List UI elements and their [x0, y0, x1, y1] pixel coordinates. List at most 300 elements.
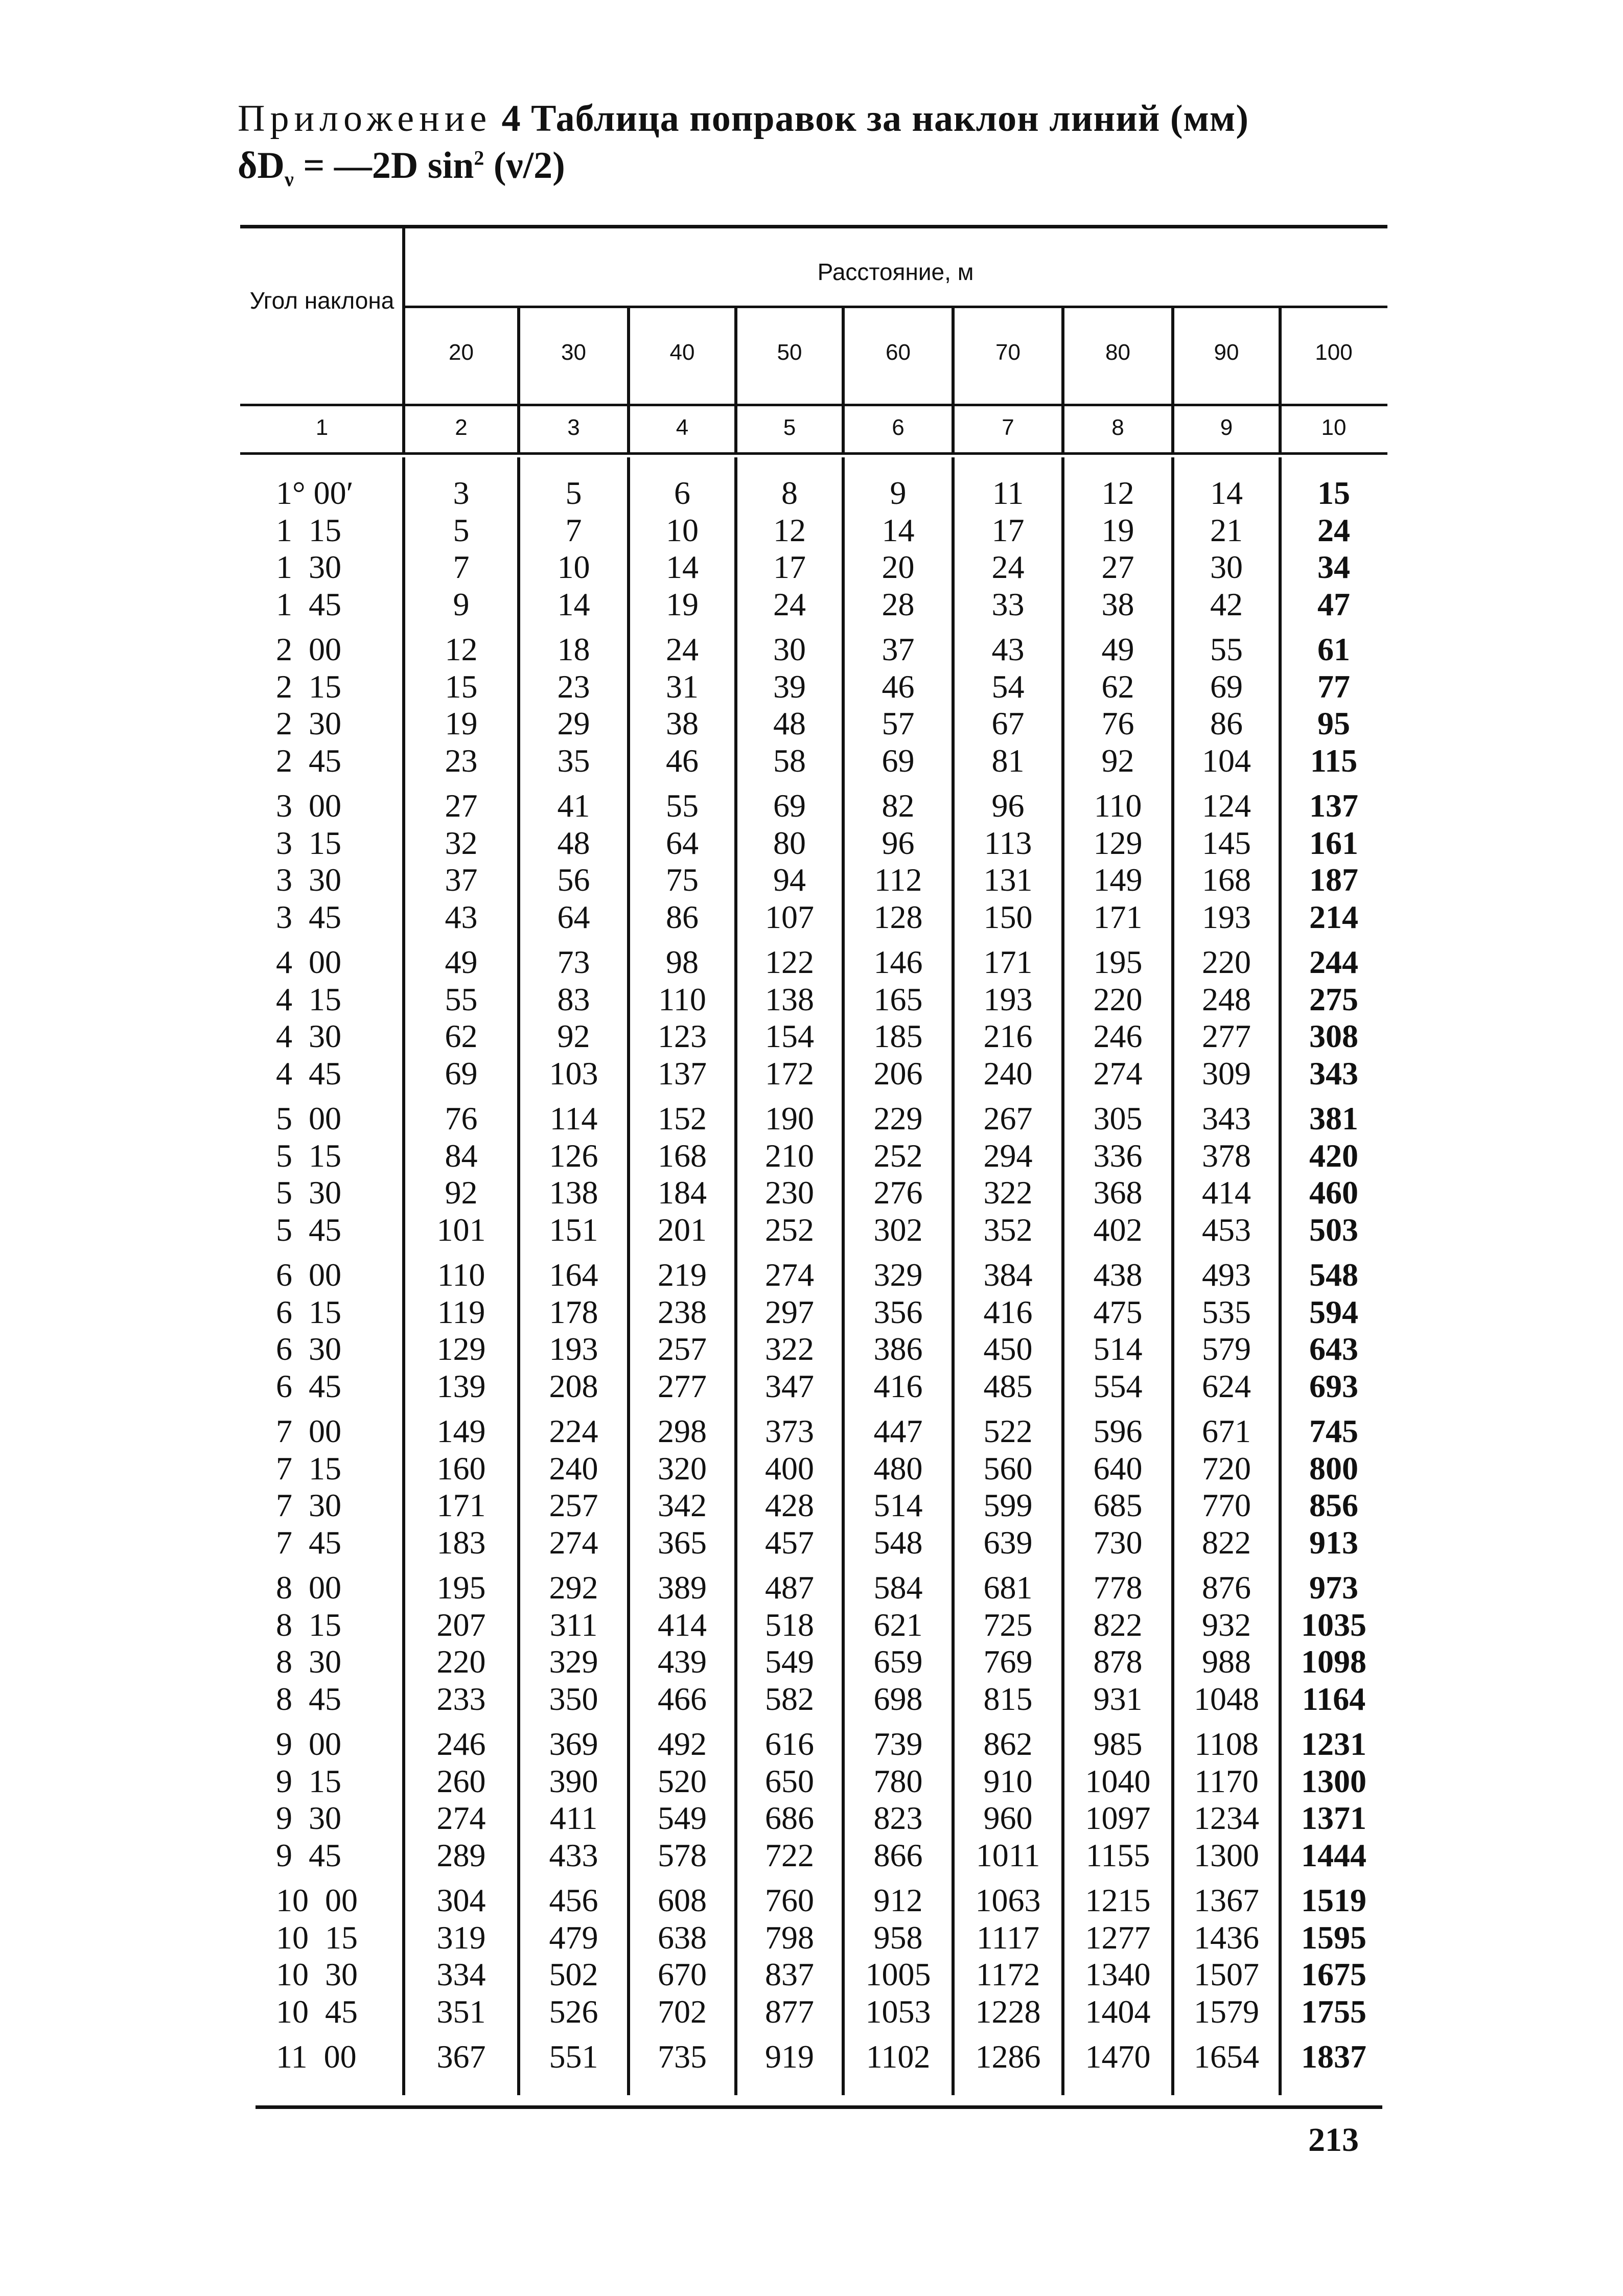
- table-cell: 46: [882, 668, 915, 705]
- table-cell: 769: [983, 1643, 1033, 1680]
- table-cell: 1367: [1194, 1882, 1259, 1918]
- table-cell: 475: [1093, 1293, 1143, 1330]
- table-cell: 34: [1317, 549, 1350, 585]
- table-cell: 252: [765, 1211, 814, 1248]
- table-cell: 244: [1309, 944, 1358, 980]
- table-cell: 92: [445, 1174, 478, 1211]
- table-cell: 720: [1202, 1450, 1251, 1487]
- table-cell: 1155: [1085, 1837, 1150, 1873]
- table-cell: 698: [873, 1680, 923, 1717]
- table-cell: 246: [1093, 1018, 1143, 1054]
- table-cell: 1286: [975, 2038, 1041, 2075]
- table-cell: 171: [436, 1487, 486, 1523]
- table-cell: 1444: [1301, 1837, 1366, 1873]
- table-cell: 129: [436, 1331, 486, 1367]
- table-cell: 1300: [1194, 1837, 1259, 1873]
- table-cell: 168: [658, 1137, 707, 1174]
- table-cell: 343: [1202, 1100, 1251, 1137]
- table-cell: 302: [873, 1211, 923, 1248]
- table-row-angle: 6 30: [276, 1331, 341, 1367]
- table-cell: 104: [1202, 742, 1251, 779]
- table-cell: 1098: [1301, 1643, 1366, 1680]
- table-cell: 297: [765, 1293, 814, 1330]
- formula-sup: 2: [474, 146, 484, 170]
- table-cell: 681: [983, 1569, 1033, 1606]
- table-cell: 1228: [975, 1993, 1041, 2030]
- formula: [238, 144, 565, 191]
- table-cell: 390: [549, 1762, 598, 1799]
- table-cell: 17: [991, 512, 1025, 548]
- table-cell: 14: [882, 512, 915, 548]
- table-cell: 988: [1202, 1643, 1251, 1680]
- table-cell: 28: [882, 586, 915, 622]
- table-cell: 161: [1309, 824, 1358, 861]
- table-cell: 81: [991, 742, 1025, 779]
- table-cell: 57: [882, 705, 915, 741]
- table-cell: 1234: [1194, 1800, 1259, 1836]
- table-cell: 277: [658, 1367, 707, 1404]
- table-cell: 400: [765, 1450, 814, 1487]
- table-cell: 745: [1309, 1413, 1358, 1449]
- table-cell: 433: [549, 1837, 598, 1873]
- table-cell: 240: [549, 1450, 598, 1487]
- table-cell: 137: [1309, 787, 1358, 824]
- table-cell: 822: [1093, 1606, 1143, 1643]
- table-cell: 638: [658, 1919, 707, 1956]
- table-cell: 123: [658, 1018, 707, 1054]
- table-cell: 428: [765, 1487, 814, 1523]
- angle-column-header: Угол наклона: [249, 287, 395, 314]
- table-cell: 402: [1093, 1211, 1143, 1248]
- table-cell: 815: [983, 1680, 1033, 1717]
- table-cell: 168: [1202, 862, 1251, 898]
- table-row-angle: 11 00: [276, 2038, 357, 2075]
- table-cell: 149: [436, 1413, 486, 1449]
- table-cell: 10: [666, 512, 699, 548]
- table-cell: 171: [983, 944, 1033, 980]
- column-number-cell: 10: [1321, 415, 1347, 440]
- table-cell: 334: [436, 1956, 486, 1992]
- table-cell: 12: [1101, 475, 1134, 511]
- table-cell: 257: [658, 1331, 707, 1367]
- table-cell: 329: [549, 1643, 598, 1680]
- table-cell: 1277: [1085, 1919, 1151, 1956]
- table-cell: 48: [557, 824, 590, 861]
- table-cell: 76: [445, 1100, 478, 1137]
- table-cell: 958: [873, 1919, 923, 1956]
- table-cell: 308: [1309, 1018, 1358, 1054]
- table-cell: 1231: [1301, 1726, 1366, 1762]
- table-cell: 195: [436, 1569, 486, 1606]
- table-cell: 616: [765, 1726, 814, 1762]
- table-cell: 154: [765, 1018, 814, 1054]
- table-cell: 730: [1093, 1524, 1143, 1561]
- table-row-angle: 10 30: [276, 1956, 358, 1992]
- table-cell: 289: [436, 1837, 486, 1873]
- column-number-cell: 4: [676, 415, 689, 440]
- table-row-angle: 8 45: [276, 1680, 341, 1717]
- distance-header-rule: [404, 306, 1387, 308]
- table-cell: 292: [549, 1569, 598, 1606]
- table-cell: 578: [658, 1837, 707, 1873]
- table-cell: 77: [1317, 668, 1350, 705]
- table-cell: 535: [1202, 1293, 1251, 1330]
- page-number: 213: [1308, 2121, 1359, 2159]
- table-cell: 139: [436, 1367, 486, 1404]
- table-cell: 447: [873, 1413, 923, 1449]
- table-cell: 21: [1210, 512, 1243, 548]
- table-cell: 450: [983, 1331, 1033, 1367]
- table-row-angle: 9 30: [276, 1800, 341, 1836]
- table-cell: 56: [557, 862, 590, 898]
- table-cell: 160: [436, 1450, 486, 1487]
- table-cell: 416: [983, 1293, 1033, 1330]
- table-cell: 876: [1202, 1569, 1251, 1606]
- header-bottom-rule: [240, 404, 1387, 406]
- table-row-angle: 2 45: [276, 742, 341, 779]
- table-cell: 584: [873, 1569, 923, 1606]
- table-cell: 1063: [975, 1882, 1041, 1918]
- table-cell: 1097: [1085, 1800, 1151, 1836]
- table-cell: 107: [765, 898, 814, 935]
- table-cell: 503: [1309, 1211, 1358, 1248]
- table-cell: 1507: [1194, 1956, 1259, 1992]
- table-cell: 913: [1309, 1524, 1358, 1561]
- table-cell: 55: [666, 787, 699, 824]
- table-cell: 1102: [866, 2038, 931, 2075]
- table-row-angle: 5 15: [276, 1137, 341, 1174]
- table-cell: 96: [991, 787, 1025, 824]
- table-cell: 83: [557, 981, 590, 1017]
- table-cell: 137: [658, 1055, 707, 1092]
- distance-header-cell: 90: [1214, 340, 1239, 365]
- table-cell: 549: [658, 1800, 707, 1836]
- table-cell: 1053: [865, 1993, 931, 2030]
- table-cell: 12: [773, 512, 806, 548]
- table-cell: 823: [873, 1800, 923, 1836]
- table-cell: 164: [549, 1257, 598, 1293]
- table-row-angle: 7 45: [276, 1524, 341, 1561]
- table-cell: 274: [1093, 1055, 1143, 1092]
- table-cell: 1011: [976, 1837, 1040, 1873]
- table-row-angle: 5 00: [276, 1100, 341, 1137]
- table-cell: 67: [991, 705, 1025, 741]
- table-cell: 319: [436, 1919, 486, 1956]
- table-cell: 19: [1101, 512, 1134, 548]
- table-cell: 549: [765, 1643, 814, 1680]
- table-cell: 214: [1309, 898, 1358, 935]
- column-number-cell: 3: [567, 415, 580, 440]
- table-cell: 257: [549, 1487, 598, 1523]
- table-cell: 42: [1210, 586, 1243, 622]
- table-cell: 31: [666, 668, 699, 705]
- table-cell: 457: [765, 1524, 814, 1561]
- table-cell: 29: [557, 705, 590, 741]
- table-cell: 800: [1309, 1450, 1358, 1487]
- table-cell: 138: [765, 981, 814, 1017]
- table-cell: 456: [549, 1882, 598, 1918]
- table-cell: 6: [674, 475, 690, 511]
- table-cell: 276: [873, 1174, 923, 1211]
- table-cell: 725: [983, 1606, 1033, 1643]
- table-cell: 342: [658, 1487, 707, 1523]
- formula-tail: (ν/2): [484, 145, 565, 187]
- table-cell: 178: [549, 1293, 598, 1330]
- table-cell: 92: [1101, 742, 1134, 779]
- table-cell: 1579: [1194, 1993, 1259, 2030]
- table-cell: 252: [873, 1137, 923, 1174]
- table-cell: 131: [983, 862, 1033, 898]
- table-row-angle: 3 15: [276, 824, 341, 861]
- table-cell: 1837: [1301, 2038, 1366, 2075]
- table-cell: 1170: [1194, 1762, 1259, 1799]
- table-cell: 1404: [1085, 1993, 1151, 2030]
- table-cell: 311: [549, 1606, 598, 1643]
- table-cell: 274: [765, 1257, 814, 1293]
- table-cell: 877: [765, 1993, 814, 2030]
- table-cell: 30: [1210, 549, 1243, 585]
- table-cell: 439: [658, 1643, 707, 1680]
- table-cell: 414: [1202, 1174, 1251, 1211]
- table-cell: 1164: [1302, 1680, 1366, 1717]
- table-cell: 485: [983, 1367, 1033, 1404]
- table-cell: 304: [436, 1882, 486, 1918]
- formula-rhs: = —2D sin: [293, 145, 474, 187]
- table-cell: 220: [1093, 981, 1143, 1017]
- table-row-angle: 7 15: [276, 1450, 341, 1487]
- table-cell: 58: [773, 742, 806, 779]
- table-cell: 138: [549, 1174, 598, 1211]
- table-row-angle: 5 30: [276, 1174, 341, 1211]
- table-cell: 145: [1202, 824, 1251, 861]
- table-cell: 294: [983, 1137, 1033, 1174]
- table-cell: 960: [983, 1800, 1033, 1836]
- table-cell: 1595: [1301, 1919, 1366, 1956]
- table-cell: 722: [765, 1837, 814, 1873]
- table-row-angle: 10 15: [276, 1919, 358, 1956]
- table-cell: 520: [658, 1762, 707, 1799]
- table-cell: 309: [1202, 1055, 1251, 1092]
- table-cell: 492: [658, 1726, 707, 1762]
- table-cell: 41: [557, 787, 590, 824]
- table-cell: 487: [765, 1569, 814, 1606]
- table-cell: 39: [773, 668, 806, 705]
- table-cell: 24: [666, 631, 699, 667]
- table-cell: 240: [983, 1055, 1033, 1092]
- table-row-angle: 10 00: [276, 1882, 358, 1918]
- table-cell: 1371: [1301, 1800, 1366, 1836]
- table-cell: 973: [1309, 1569, 1358, 1606]
- table-cell: 84: [445, 1137, 478, 1174]
- table-row-angle: 10 45: [276, 1993, 358, 2030]
- distance-header-cell: 50: [777, 340, 802, 365]
- table-row-angle: 3 00: [276, 787, 341, 824]
- table-cell: 822: [1202, 1524, 1251, 1561]
- table-cell: 356: [873, 1293, 923, 1330]
- table-cell: 193: [1202, 898, 1251, 935]
- table-cell: 554: [1093, 1367, 1143, 1404]
- distance-column-header: Расстояние, м: [817, 259, 974, 285]
- table-cell: 64: [666, 824, 699, 861]
- table-cell: 343: [1309, 1055, 1358, 1092]
- table-row-angle: 1° 00′: [276, 475, 354, 511]
- table-cell: 778: [1093, 1569, 1143, 1606]
- table-row-angle: 8 30: [276, 1643, 341, 1680]
- column-number-rule: [240, 452, 1387, 455]
- table-cell: 54: [991, 668, 1025, 705]
- table-cell: 351: [436, 1993, 486, 2030]
- table-cell: 640: [1093, 1450, 1143, 1487]
- table-cell: 367: [436, 2038, 486, 2075]
- table-row-angle: 8 15: [276, 1606, 341, 1643]
- table-cell: 193: [549, 1331, 598, 1367]
- table-cell: 582: [765, 1680, 814, 1717]
- table-cell: 1300: [1301, 1762, 1366, 1799]
- table-cell: 866: [873, 1837, 923, 1873]
- table-cell: 460: [1309, 1174, 1358, 1211]
- table-cell: 38: [666, 705, 699, 741]
- formula-lhs: δD: [238, 145, 285, 187]
- table-cell: 277: [1202, 1018, 1251, 1054]
- table-cell: 878: [1093, 1643, 1143, 1680]
- table-cell: 274: [436, 1800, 486, 1836]
- table-cell: 659: [873, 1643, 923, 1680]
- table-cell: 219: [658, 1257, 707, 1293]
- table-cell: 526: [549, 1993, 598, 2030]
- table-cell: 12: [445, 631, 478, 667]
- table-cell: 30: [773, 631, 806, 667]
- table-cell: 61: [1317, 631, 1350, 667]
- appendix-number: 4: [501, 98, 521, 140]
- table-row-angle: 7 30: [276, 1487, 341, 1523]
- table-cell: 389: [658, 1569, 707, 1606]
- table-cell: 24: [991, 549, 1025, 585]
- table-row-angle: 9 45: [276, 1837, 341, 1873]
- distance-header-cell: 80: [1105, 340, 1130, 365]
- table-cell: 152: [658, 1100, 707, 1137]
- table-cell: 80: [773, 824, 806, 861]
- table-cell: 69: [1210, 668, 1243, 705]
- table-cell: 110: [658, 981, 706, 1017]
- table-row-angle: 9 00: [276, 1726, 341, 1762]
- table-cell: 1117: [976, 1919, 1040, 1956]
- table-cell: 73: [557, 944, 590, 980]
- table-row-angle: 1 15: [276, 512, 341, 548]
- table-cell: 1436: [1194, 1919, 1259, 1956]
- table-cell: 187: [1309, 862, 1358, 898]
- table-cell: 32: [445, 824, 478, 861]
- table-cell: 298: [658, 1413, 707, 1449]
- table-cell: 1005: [865, 1956, 931, 1992]
- table-cell: 551: [549, 2038, 598, 2075]
- appendix-label: Приложение: [238, 98, 492, 140]
- table-cell: 438: [1093, 1257, 1143, 1293]
- table-cell: 320: [658, 1450, 707, 1487]
- table-cell: 64: [557, 898, 590, 935]
- table-cell: 650: [765, 1762, 814, 1799]
- table-cell: 86: [666, 898, 699, 935]
- table-cell: 248: [1202, 981, 1251, 1017]
- table-cell: 1675: [1301, 1956, 1366, 1992]
- table-cell: 608: [658, 1882, 707, 1918]
- table-cell: 560: [983, 1450, 1033, 1487]
- table-cell: 1519: [1301, 1882, 1366, 1918]
- column-number-cell: 2: [455, 415, 468, 440]
- table-cell: 92: [557, 1018, 590, 1054]
- table-cell: 165: [873, 981, 923, 1017]
- table-row-angle: 1 30: [276, 549, 341, 585]
- table-cell: 329: [873, 1257, 923, 1293]
- table-top-rule: [240, 225, 1387, 228]
- table-row-angle: 7 00: [276, 1413, 341, 1449]
- table-cell: 14: [666, 549, 699, 585]
- formula-sub: ν: [284, 167, 294, 191]
- table-cell: 185: [873, 1018, 923, 1054]
- table-cell: 208: [549, 1367, 598, 1404]
- table-cell: 368: [1093, 1174, 1143, 1211]
- table-cell: 3: [453, 475, 470, 511]
- table-cell: 416: [873, 1367, 923, 1404]
- table-cell: 75: [666, 862, 699, 898]
- distance-header-cell: 60: [886, 340, 911, 365]
- table-row-angle: 4 15: [276, 981, 341, 1017]
- table-cell: 780: [873, 1762, 923, 1799]
- table-cell: 96: [882, 824, 915, 861]
- table-cell: 46: [666, 742, 699, 779]
- table-cell: 246: [436, 1726, 486, 1762]
- table-cell: 37: [445, 862, 478, 898]
- table-cell: 910: [983, 1762, 1033, 1799]
- table-cell: 381: [1309, 1100, 1358, 1137]
- table-cell: 1048: [1194, 1680, 1259, 1717]
- table-cell: 7: [453, 549, 470, 585]
- table-cell: 112: [874, 862, 922, 898]
- table-cell: 233: [436, 1680, 486, 1717]
- table-cell: 183: [436, 1524, 486, 1561]
- table-row-angle: 3 30: [276, 862, 341, 898]
- table-cell: 594: [1309, 1293, 1358, 1330]
- table-cell: 14: [1210, 475, 1243, 511]
- table-cell: 1040: [1085, 1762, 1151, 1799]
- table-cell: 24: [1317, 512, 1350, 548]
- table-cell: 193: [983, 981, 1033, 1017]
- table-cell: 596: [1093, 1413, 1143, 1449]
- table-cell: 518: [765, 1606, 814, 1643]
- table-cell: 10: [557, 549, 590, 585]
- table-cell: 579: [1202, 1331, 1251, 1367]
- distance-header-cell: 70: [995, 340, 1021, 365]
- table-cell: 238: [658, 1293, 707, 1330]
- table-row-angle: 4 00: [276, 944, 341, 980]
- table-cell: 103: [549, 1055, 598, 1092]
- table-cell: 260: [436, 1762, 486, 1799]
- table-cell: 985: [1093, 1726, 1143, 1762]
- table-cell: 206: [873, 1055, 923, 1092]
- table-cell: 38: [1101, 586, 1134, 622]
- column-number-cell: 7: [1002, 415, 1014, 440]
- table-cell: 14: [557, 586, 590, 622]
- table-cell: 599: [983, 1487, 1033, 1523]
- appendix-title: [238, 97, 1249, 141]
- table-cell: 201: [658, 1211, 707, 1248]
- table-cell: 110: [1094, 787, 1142, 824]
- table-cell: 1108: [1194, 1726, 1259, 1762]
- table-cell: 453: [1202, 1211, 1251, 1248]
- distance-header-cell: 100: [1315, 340, 1353, 365]
- table-cell: 110: [437, 1257, 485, 1293]
- distance-header-cell: 40: [669, 340, 695, 365]
- table-cell: 98: [666, 944, 699, 980]
